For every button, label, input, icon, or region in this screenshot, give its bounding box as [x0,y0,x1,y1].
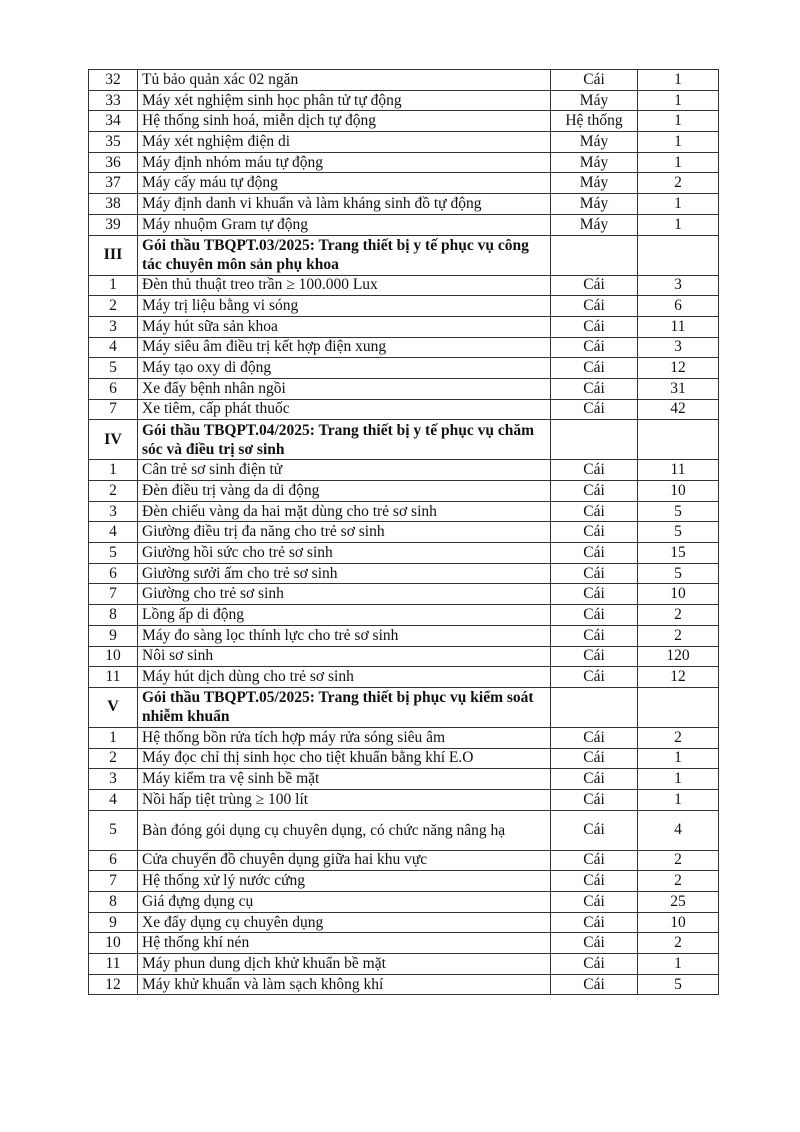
unit-cell: Cái [551,871,638,892]
quantity-cell: 10 [638,912,719,933]
unit-cell: Cái [551,501,638,522]
stt-cell: 5 [89,543,138,564]
stt-cell: 1 [89,460,138,481]
unit-cell: Cái [551,892,638,913]
stt-cell: 12 [89,974,138,995]
name-cell: Hệ thống khí nén [138,933,551,954]
name-cell: Hệ thống sinh hoá, miễn dịch tự động [138,111,551,132]
table-row [89,90,719,111]
stt-cell: V [89,687,138,727]
table-row [89,378,719,399]
quantity-cell: 3 [638,275,719,296]
section-header-row [89,687,719,727]
unit-cell: Cái [551,316,638,337]
name-cell: Máy kiểm tra vệ sinh bề mặt [138,769,551,790]
table-row [89,173,719,194]
unit-cell: Cái [551,460,638,481]
equipment-table [88,69,719,995]
table-row [89,214,719,235]
stt-cell: 2 [89,481,138,502]
quantity-cell: 25 [638,892,719,913]
stt-cell: 10 [89,646,138,667]
unit-cell: Cái [551,543,638,564]
quantity-cell: 5 [638,563,719,584]
table-row [89,646,719,667]
unit-cell: Hệ thống [551,111,638,132]
stt-cell: 10 [89,933,138,954]
stt-cell: 11 [89,954,138,975]
name-cell: Máy hút sữa sản khoa [138,316,551,337]
quantity-cell: 1 [638,214,719,235]
unit-cell: Cái [551,378,638,399]
stt-cell: 4 [89,337,138,358]
name-cell: Cân trẻ sơ sinh điện tử [138,460,551,481]
unit-cell: Cái [551,625,638,646]
quantity-cell: 2 [638,727,719,748]
quantity-cell: 1 [638,194,719,215]
name-cell: Máy định nhóm máu tự động [138,152,551,173]
stt-cell: 3 [89,316,138,337]
stt-cell: 33 [89,90,138,111]
unit-cell: Máy [551,90,638,111]
table-row [89,605,719,626]
table-row [89,70,719,91]
unit-cell: Cái [551,296,638,317]
stt-cell: 6 [89,563,138,584]
name-cell: Máy đo sàng lọc thính lực cho trẻ sơ sinh [138,625,551,646]
quantity-cell: 1 [638,769,719,790]
quantity-cell: 1 [638,954,719,975]
stt-cell: 7 [89,584,138,605]
quantity-cell: 12 [638,667,719,688]
table-row [89,522,719,543]
unit-cell: Cái [551,933,638,954]
unit-cell: Cái [551,789,638,810]
section-header-row [89,420,719,460]
quantity-cell: 1 [638,789,719,810]
unit-cell: Máy [551,194,638,215]
table-row [89,194,719,215]
stt-cell: 6 [89,378,138,399]
table-row [89,501,719,522]
unit-cell: Cái [551,850,638,871]
table-row [89,954,719,975]
stt-cell: 32 [89,70,138,91]
equipment-table-body [89,70,719,995]
table-row [89,460,719,481]
table-row [89,563,719,584]
table-row [89,132,719,153]
unit-cell [551,235,638,275]
name-cell: Máy tạo oxy di động [138,358,551,379]
name-cell: Đèn điều trị vàng da di động [138,481,551,502]
quantity-cell: 1 [638,90,719,111]
stt-cell: 34 [89,111,138,132]
unit-cell: Cái [551,584,638,605]
stt-cell: 5 [89,358,138,379]
quantity-cell [638,687,719,727]
table-row [89,871,719,892]
table-row [89,399,719,420]
quantity-cell: 2 [638,871,719,892]
stt-cell: 8 [89,605,138,626]
quantity-cell: 1 [638,70,719,91]
quantity-cell [638,420,719,460]
name-cell: Xe đẩy bệnh nhân ngồi [138,378,551,399]
table-row [89,111,719,132]
stt-cell: 11 [89,667,138,688]
unit-cell: Cái [551,275,638,296]
stt-cell: III [89,235,138,275]
section-header-row [89,235,719,275]
name-cell: Giá đựng dụng cụ [138,892,551,913]
quantity-cell: 12 [638,358,719,379]
table-row [89,584,719,605]
table-row [89,892,719,913]
name-cell: Giường hồi sức cho trẻ sơ sinh [138,543,551,564]
name-cell: Xe đẩy dụng cụ chuyên dụng [138,912,551,933]
stt-cell: 1 [89,275,138,296]
unit-cell: Cái [551,727,638,748]
name-cell: Giường cho trẻ sơ sinh [138,584,551,605]
name-cell: Máy xét nghiệm điện di [138,132,551,153]
unit-cell: Cái [551,358,638,379]
unit-cell: Cái [551,810,638,850]
table-row [89,337,719,358]
table-row [89,748,719,769]
table-row [89,974,719,995]
table-row [89,912,719,933]
quantity-cell: 4 [638,810,719,850]
table-row [89,275,719,296]
name-cell: Máy khử khuẩn và làm sạch không khí [138,974,551,995]
stt-cell: 8 [89,892,138,913]
name-cell: Máy hút dịch dùng cho trẻ sơ sinh [138,667,551,688]
table-row [89,481,719,502]
name-cell: Máy nhuộm Gram tự động [138,214,551,235]
stt-cell: 36 [89,152,138,173]
name-cell: Lồng ấp di động [138,605,551,626]
name-cell: Đèn thủ thuật treo trần ≥ 100.000 Lux [138,275,551,296]
name-cell: Giường điều trị đa năng cho trẻ sơ sinh [138,522,551,543]
unit-cell: Cái [551,337,638,358]
quantity-cell [638,235,719,275]
table-row [89,358,719,379]
unit-cell: Cái [551,912,638,933]
name-cell: Giường sưởi ấm cho trẻ sơ sinh [138,563,551,584]
table-row [89,625,719,646]
name-cell: Máy trị liệu bằng vi sóng [138,296,551,317]
name-cell: Xe tiêm, cấp phát thuốc [138,399,551,420]
quantity-cell: 2 [638,625,719,646]
quantity-cell: 1 [638,111,719,132]
stt-cell: 4 [89,522,138,543]
name-cell: Hệ thống bồn rửa tích hợp máy rửa sóng siêu âm [138,727,551,748]
name-cell: Máy đọc chỉ thị sinh học cho tiệt khuẩn bằng khí E.O [138,748,551,769]
stt-cell: 6 [89,850,138,871]
table-row [89,933,719,954]
quantity-cell: 10 [638,584,719,605]
name-cell: Máy cấy máu tự động [138,173,551,194]
stt-cell: 3 [89,501,138,522]
name-cell: Bàn đóng gói dụng cụ chuyên dụng, có chức năng nâng hạ [138,810,551,850]
name-cell: Cửa chuyển đồ chuyên dụng giữa hai khu vực [138,850,551,871]
unit-cell: Cái [551,974,638,995]
quantity-cell: 5 [638,501,719,522]
unit-cell [551,420,638,460]
stt-cell: 1 [89,727,138,748]
table-row [89,543,719,564]
quantity-cell: 1 [638,748,719,769]
unit-cell: Cái [551,605,638,626]
stt-cell: 39 [89,214,138,235]
table-row [89,727,719,748]
stt-cell: 2 [89,748,138,769]
unit-cell: Cái [551,481,638,502]
unit-cell: Máy [551,214,638,235]
quantity-cell: 6 [638,296,719,317]
table-row [89,152,719,173]
quantity-cell: 11 [638,460,719,481]
stt-cell: IV [89,420,138,460]
name-cell: Nôi sơ sinh [138,646,551,667]
quantity-cell: 42 [638,399,719,420]
table-row [89,850,719,871]
name-cell: Gói thầu TBQPT.05/2025: Trang thiết bị phục vụ kiểm soát nhiễm khuẩn [138,687,551,727]
quantity-cell: 2 [638,933,719,954]
unit-cell: Cái [551,522,638,543]
stt-cell: 4 [89,789,138,810]
unit-cell: Cái [551,399,638,420]
table-row [89,316,719,337]
unit-cell: Cái [551,667,638,688]
table-row [89,296,719,317]
unit-cell: Máy [551,152,638,173]
quantity-cell: 15 [638,543,719,564]
name-cell: Máy định danh vi khuẩn và làm kháng sinh đồ tự động [138,194,551,215]
name-cell: Nồi hấp tiệt trùng ≥ 100 lít [138,789,551,810]
quantity-cell: 2 [638,850,719,871]
unit-cell: Cái [551,954,638,975]
unit-cell: Cái [551,646,638,667]
table-row [89,789,719,810]
quantity-cell: 5 [638,974,719,995]
name-cell: Gói thầu TBQPT.03/2025: Trang thiết bị y tế phục vụ công tác chuyên môn sản phụ khoa [138,235,551,275]
stt-cell: 35 [89,132,138,153]
quantity-cell: 1 [638,152,719,173]
stt-cell: 9 [89,625,138,646]
unit-cell: Cái [551,563,638,584]
quantity-cell: 31 [638,378,719,399]
name-cell: Máy siêu âm điều trị kết hợp điện xung [138,337,551,358]
stt-cell: 5 [89,810,138,850]
unit-cell: Máy [551,173,638,194]
unit-cell [551,687,638,727]
name-cell: Tủ bảo quản xác 02 ngăn [138,70,551,91]
table-row [89,769,719,790]
quantity-cell: 1 [638,132,719,153]
name-cell: Hệ thống xử lý nước cứng [138,871,551,892]
unit-cell: Cái [551,769,638,790]
stt-cell: 3 [89,769,138,790]
name-cell: Gói thầu TBQPT.04/2025: Trang thiết bị y tế phục vụ chăm sóc và điều trị sơ sinh [138,420,551,460]
stt-cell: 7 [89,399,138,420]
unit-cell: Máy [551,132,638,153]
quantity-cell: 2 [638,173,719,194]
table-row [89,667,719,688]
stt-cell: 38 [89,194,138,215]
quantity-cell: 2 [638,605,719,626]
quantity-cell: 10 [638,481,719,502]
table-row [89,810,719,850]
quantity-cell: 5 [638,522,719,543]
name-cell: Máy phun dung dịch khử khuẩn bề mặt [138,954,551,975]
quantity-cell: 120 [638,646,719,667]
name-cell: Máy xét nghiệm sinh học phân tử tự động [138,90,551,111]
quantity-cell: 3 [638,337,719,358]
stt-cell: 7 [89,871,138,892]
name-cell: Đèn chiếu vàng da hai mặt dùng cho trẻ sơ sinh [138,501,551,522]
quantity-cell: 11 [638,316,719,337]
stt-cell: 2 [89,296,138,317]
unit-cell: Cái [551,748,638,769]
stt-cell: 37 [89,173,138,194]
stt-cell: 9 [89,912,138,933]
unit-cell: Cái [551,70,638,91]
